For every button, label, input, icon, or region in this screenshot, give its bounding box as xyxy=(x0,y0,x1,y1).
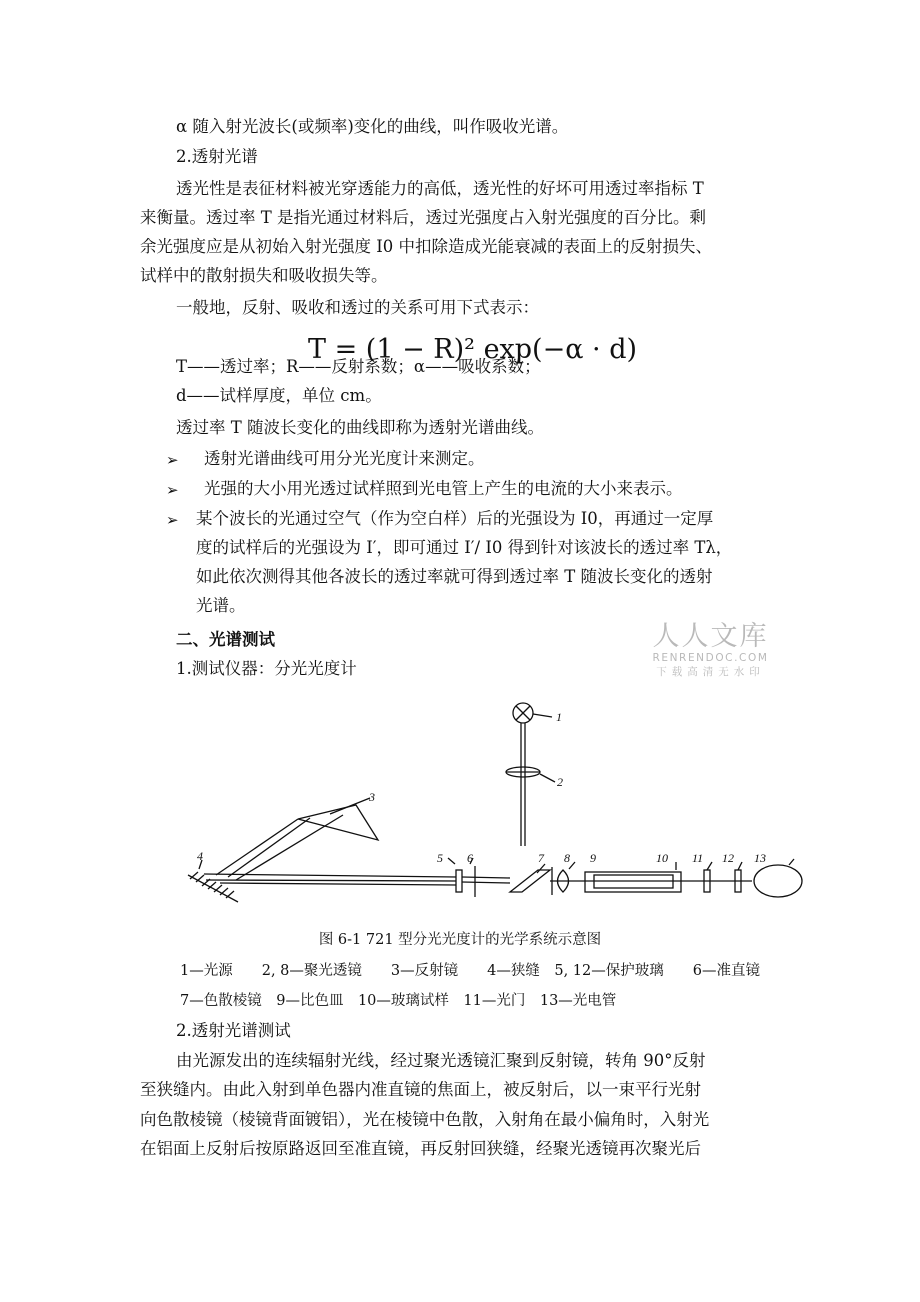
photocell-icon xyxy=(754,865,802,897)
spectrophotometer-optical-diagram xyxy=(180,694,810,924)
diagram-label-1: 1 xyxy=(556,710,562,724)
paragraph-procedure-line-2: 至狭缝内。由此入射到单色器内准直镜的焦面上，被反射后，以一束平行光射 xyxy=(140,1080,701,1099)
bullet-item-3-line-3: 如此依次测得其他各波长的透过率就可得到透过率 T 随波长变化的透射 xyxy=(196,567,713,586)
watermark-slogan: 下载高清无水印 xyxy=(656,666,765,678)
diagram-label-12: 12 xyxy=(722,851,734,865)
paragraph-transmittance-line-4: 试样中的散射损失和吸收损失等。 xyxy=(140,266,388,285)
paragraph-transmittance-line-3: 余光强度应是从初始入射光强度 I0 中扣除造成光能衰减的表面上的反射损失、 xyxy=(140,237,713,256)
diagram-label-4: 4 xyxy=(197,849,203,863)
definition-line-1: T——透过率；R——反射系数；α——吸收系数； xyxy=(176,357,541,376)
dispersion-prism-icon xyxy=(510,870,550,892)
diagram-label-6: 6 xyxy=(467,851,473,865)
arrowhead-icon: ➢ xyxy=(166,451,179,469)
bullet-item-3-line-1: 某个波长的光通过空气（作为空白样）后的光强设为 I0，再通过一定厚 xyxy=(196,509,714,528)
diagram-label-8: 8 xyxy=(564,851,570,865)
diagram-label-7: 7 xyxy=(538,851,544,865)
diagram-label-9: 9 xyxy=(590,851,596,865)
paragraph-procedure-line-3: 向色散棱镜（棱镜背面镀铝），光在棱镜中色散，入射角在最小偏角时，入射光 xyxy=(140,1110,710,1129)
diagram-label-5: 5 xyxy=(437,851,443,865)
diagram-label-2: 2 xyxy=(557,775,563,789)
watermark-logo xyxy=(648,622,773,679)
bullet-item-3-line-2: 度的试样后的光强设为 I′，即可通过 I′/ I0 得到针对该波长的透过率 Tλ， xyxy=(196,538,733,557)
heading-instrument: 1.测试仪器：分光光度计 xyxy=(176,659,357,678)
heading-spectrum-test: 二、光谱测试 xyxy=(176,630,275,649)
bullet-item-1: 透射光谱曲线可用分光光度计来测定。 xyxy=(204,449,485,468)
diagram-label-3: 3 xyxy=(369,790,375,804)
cuvette-icon xyxy=(585,872,681,892)
diagram-label-13: 13 xyxy=(754,851,766,865)
paragraph-relation-intro: 一般地，反射、吸收和透过的关系可用下式表示： xyxy=(176,298,539,317)
diagram-label-10: 10 xyxy=(656,851,668,865)
heading-transmission-test: 2.透射光谱测试 xyxy=(176,1021,291,1040)
definition-line-2: d——试样厚度，单位 cm。 xyxy=(176,386,382,405)
formula-text: T = (1 − R)² exp(−α · d) xyxy=(308,334,638,365)
bullet-item-3-line-4: 光谱。 xyxy=(196,596,246,615)
watermark-title: 人人文库 xyxy=(652,621,769,652)
figure-legend-line-1: 1—光源 2, 8—聚光透镜 3—反射镜 4—狭缝 5, 12—保护玻璃 6—准直镜 xyxy=(180,963,760,979)
condenser-lens-icon xyxy=(506,767,540,777)
slit-hatch-icon xyxy=(188,872,238,902)
diagram-label-11: 11 xyxy=(692,851,704,865)
watermark-domain: RENRENDOC.COM xyxy=(652,652,769,664)
paragraph-transmittance-line-2: 来衡量。透过率 T 是指光通过材料后，透过光强度占入射光强度的百分比。剩 xyxy=(140,208,706,227)
paragraph-procedure-line-1: 由光源发出的连续辐射光线，经过聚光透镜汇聚到反射镜，转角 90°反射 xyxy=(176,1051,706,1070)
figure-caption: 图 6-1 721 型分光光度计的光学系统示意图 xyxy=(318,932,602,948)
arrowhead-icon: ➢ xyxy=(166,481,179,499)
light-source-icon xyxy=(513,703,533,723)
paragraph-absorption-end: α 随入射光波长(或频率)变化的曲线，叫作吸收光谱。 xyxy=(176,117,569,136)
paragraph-procedure-line-4: 在铝面上反射后按原路返回至准直镜，再反射回狭缝，经聚光透镜再次聚光后 xyxy=(140,1139,701,1158)
bullet-item-2: 光强的大小用光透过试样照到光电管上产生的电流的大小来表示。 xyxy=(204,479,683,498)
heading-transmission-spectrum: 2.透射光谱 xyxy=(176,147,258,166)
paragraph-transmittance-line-1: 透光性是表征材料被光穿透能力的高低，透光性的好坏可用透过率指标 T xyxy=(176,179,704,198)
collimator-icon xyxy=(462,866,510,897)
protective-glass-icon xyxy=(456,870,462,892)
paragraph-transmission-curve: 透过率 T 随波长变化的曲线即称为透射光谱曲线。 xyxy=(176,418,544,437)
figure-legend-line-2: 7—色散棱镜 9—比色皿 10—玻璃试样 11—光门 13—光电管 xyxy=(180,993,617,1009)
arrowhead-icon: ➢ xyxy=(166,511,179,529)
